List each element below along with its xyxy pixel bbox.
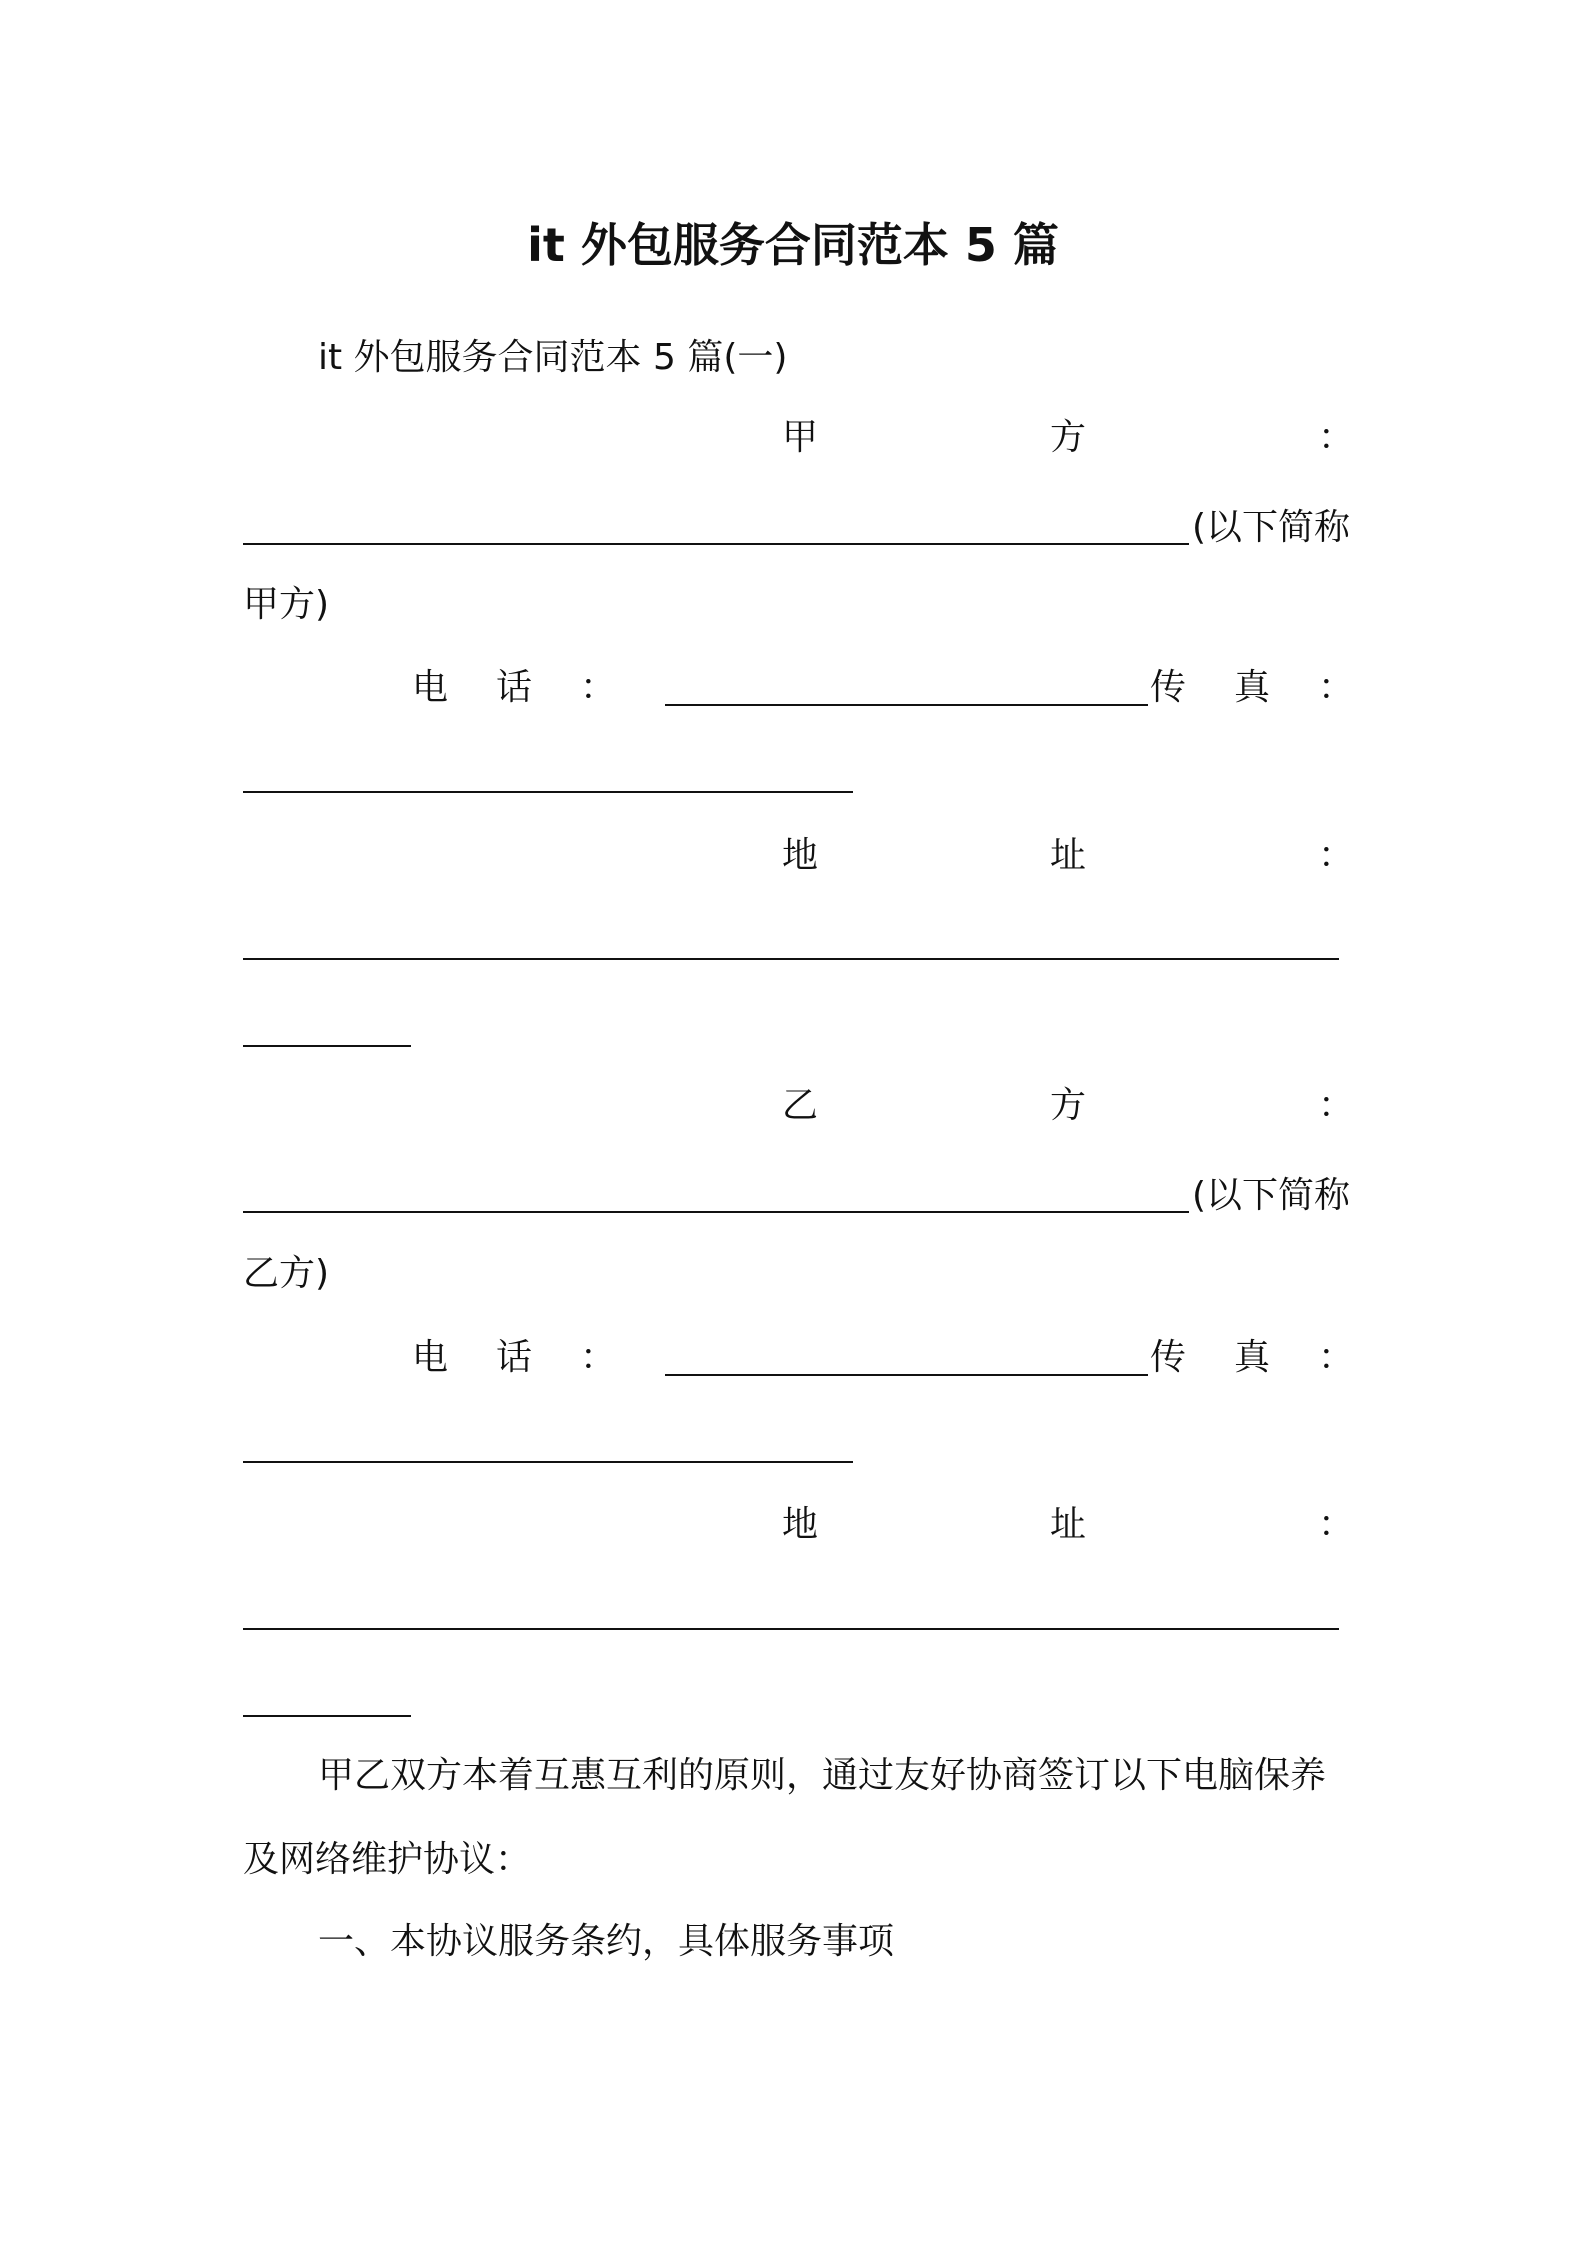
party-b-phone-char-2: 话 (496, 1337, 533, 1378)
party-a-abbrev-cont: 甲方) (243, 584, 330, 625)
party-a-address-char-2: 址 (1050, 835, 1087, 876)
party-b-address-blank-1 (243, 1628, 1339, 1630)
party-a-phone-char-1: 电 (412, 667, 449, 708)
party-b-address-char-2: 址 (1050, 1504, 1087, 1545)
party-b-address-char-1: 地 (782, 1504, 819, 1545)
party-b-fax-colon: ： (1318, 1337, 1355, 1378)
party-a-name-blank (243, 543, 1189, 545)
party-b-phone-char-1: 电 (412, 1337, 449, 1378)
party-b-address-blank-2 (243, 1715, 411, 1717)
party-a-address-blank-1 (243, 958, 1339, 960)
party-a-fax-char-1: 传 (1150, 667, 1187, 708)
party-a-phone-char-2: 话 (496, 667, 533, 708)
party-b-label-colon: ： (1318, 1085, 1355, 1126)
intro-line-1: 甲乙双方本着互惠互利的原则，通过友好协商签订以下电脑保养 (318, 1755, 1327, 1796)
party-a-address-blank-2 (243, 1045, 411, 1047)
party-b-abbrev-cont: 乙方) (243, 1253, 330, 1294)
party-b-address-colon: ： (1318, 1504, 1355, 1545)
party-a-phone-colon: ： (580, 667, 617, 708)
party-b-fax-char-1: 传 (1150, 1337, 1187, 1378)
subtitle: it 外包服务合同范本 5 篇(一) (318, 337, 788, 378)
party-a-address-colon: ： (1318, 835, 1355, 876)
section-1-heading: 一、本协议服务条约，具体服务事项 (318, 1921, 895, 1962)
party-b-fax-blank (243, 1461, 853, 1463)
party-b-abbrev-suffix: (以下简称 (1192, 1175, 1351, 1216)
party-a-fax-blank (243, 791, 853, 793)
party-a-fax-char-2: 真 (1234, 667, 1271, 708)
party-b-name-blank (243, 1211, 1189, 1213)
party-a-phone-blank (665, 704, 1148, 706)
party-b-phone-blank (665, 1374, 1148, 1376)
party-a-abbrev-suffix: (以下简称 (1192, 507, 1351, 548)
document-title: it 外包服务合同范本 5 篇 (527, 218, 1059, 272)
party-a-address-char-1: 地 (782, 835, 819, 876)
party-b-fax-char-2: 真 (1234, 1337, 1271, 1378)
party-a-fax-colon: ： (1318, 667, 1355, 708)
party-b-phone-colon: ： (580, 1337, 617, 1378)
intro-line-2: 及网络维护协议： (243, 1839, 532, 1880)
party-a-label-colon: ： (1318, 417, 1355, 458)
party-b-label-char-1: 乙 (782, 1085, 819, 1126)
party-b-label-char-2: 方 (1050, 1085, 1087, 1126)
party-a-label-char-1: 甲 (782, 417, 819, 458)
party-a-label-char-2: 方 (1050, 417, 1087, 458)
